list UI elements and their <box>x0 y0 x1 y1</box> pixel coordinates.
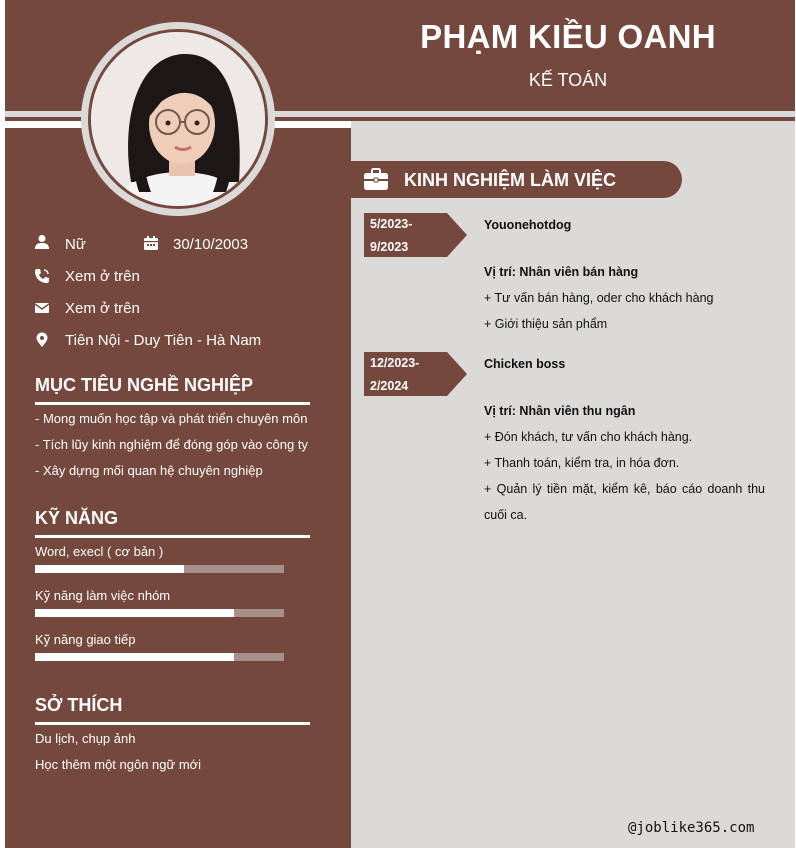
skill-label: Kỹ năng giao tiếp <box>35 632 136 647</box>
skills-divider <box>35 535 310 538</box>
hobby-item: Học thêm một ngôn ngữ mới <box>35 757 202 772</box>
objective-item: - Xây dựng mối quan hệ chuyên nghiệp <box>35 463 263 478</box>
profile-photo <box>91 32 265 206</box>
objective-divider <box>35 402 310 405</box>
phone-icon <box>34 268 50 284</box>
hobbies-divider <box>35 722 310 725</box>
address-value: Tiên Nội - Duy Tiên - Hà Nam <box>65 332 262 349</box>
job-detail: + Tư vấn bán hàng, oder cho khách hàng <box>484 291 714 305</box>
job-role: Vị trí: Nhân viên thu ngân <box>484 404 636 418</box>
objective-item: - Mong muốn học tập và phát triển chuyên môn <box>35 411 308 426</box>
skill-bar <box>35 653 284 661</box>
job-detail: + Quản lý tiền mặt, kiểm kê, báo cáo doanh thu cuối ca. <box>484 482 765 522</box>
email-value: Xem ở trên <box>65 300 140 317</box>
skill-bar-fill <box>35 609 234 617</box>
person-icon <box>34 234 50 250</box>
skill-label: Kỹ năng làm việc nhóm <box>35 588 171 603</box>
skill-bar <box>35 609 284 617</box>
company-name: Chicken boss <box>484 357 566 371</box>
hobbies-heading: SỞ THÍCH <box>35 695 123 715</box>
skill-bar-fill <box>35 653 234 661</box>
birthdate-value: 30/10/2003 <box>173 236 249 253</box>
date-start: 5/2023- <box>370 217 413 231</box>
job-role: Vị trí: Nhân viên bán hàng <box>484 265 639 279</box>
date-start: 12/2023- <box>370 356 420 370</box>
briefcase-icon <box>363 168 389 192</box>
job-detail: + Thanh toán, kiểm tra, in hóa đơn. <box>484 456 680 470</box>
skill-bar-fill <box>35 565 184 573</box>
objective-heading: MỤC TIÊU NGHỀ NGHIỆP <box>35 375 254 395</box>
skill-bar <box>35 565 284 573</box>
objective-item: - Tích lũy kinh nghiệm để đóng góp vào công ty <box>35 437 308 452</box>
phone-value: Xem ở trên <box>65 268 140 285</box>
date-end: 9/2023 <box>370 240 409 254</box>
job-detail: + Đón khách, tư vấn cho khách hàng. <box>484 430 693 444</box>
company-name: Youonehotdog <box>484 218 572 232</box>
skill-label: Word, execl ( cơ bản ) <box>35 544 164 559</box>
date-range <box>370 213 412 259</box>
email-icon <box>34 300 50 316</box>
watermark: @joblike365.com <box>628 820 755 836</box>
location-pin-icon <box>34 332 50 348</box>
skills-heading: KỸ NĂNG <box>35 508 119 528</box>
candidate-name: PHẠM KIỀU OANH <box>420 18 716 55</box>
experience-heading: KINH NGHIỆM LÀM VIỆC <box>404 170 617 190</box>
date-range <box>370 352 419 398</box>
calendar-icon <box>143 235 159 251</box>
date-end: 2/2024 <box>370 379 409 393</box>
gender-value: Nữ <box>65 236 86 253</box>
job-detail: + Giới thiệu sản phẩm <box>484 317 608 331</box>
hobby-item: Du lịch, chụp ảnh <box>35 731 136 746</box>
job-title: KẾ TOÁN <box>528 70 608 90</box>
